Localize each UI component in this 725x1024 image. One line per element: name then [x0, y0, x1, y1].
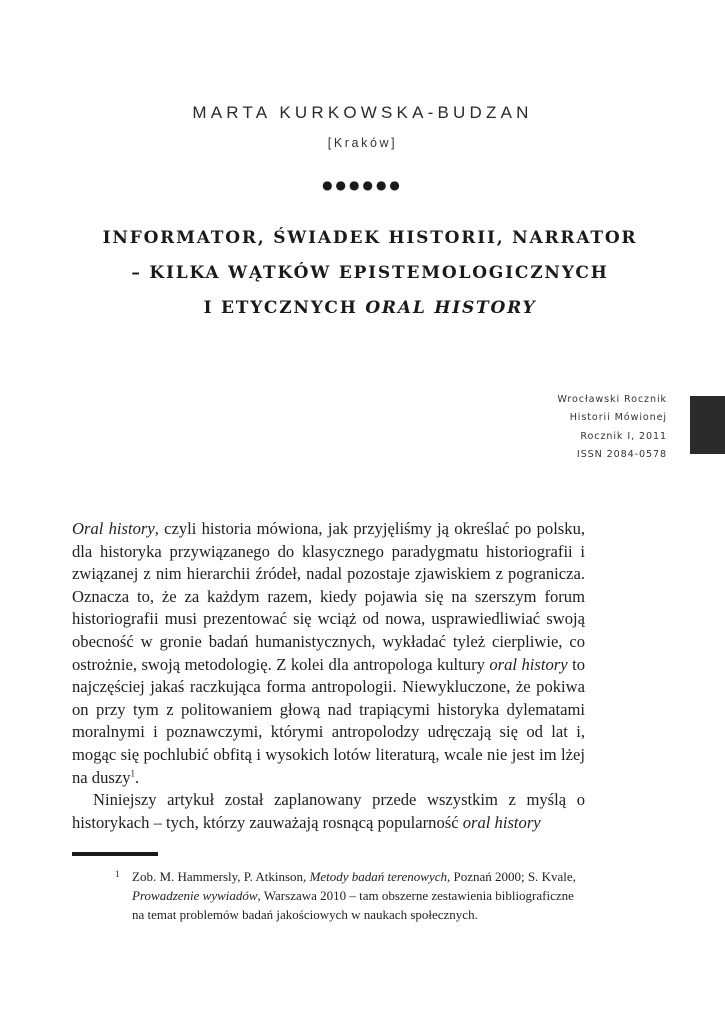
footnote-text: [132, 867, 585, 924]
paragraph-2: [72, 789, 585, 834]
title-line-2: – KILKA WĄTKÓW EPISTEMOLOGICZNYCH: [131, 263, 609, 283]
journal-name-line-2: Historii Mówionej: [569, 412, 667, 424]
footnote-book-title-1: Metody badań terenowych: [309, 869, 447, 884]
author-name: MARTA KURKOWSKA-BUDZAN: [192, 103, 533, 122]
footnote-separator: [72, 852, 158, 856]
footnote-book-title-2: Prowadzenie wywiadów: [132, 888, 258, 903]
footnote-1: [115, 867, 585, 924]
title-line-3-plain: I ETYCZNYCH: [203, 298, 366, 318]
journal-info: [467, 391, 667, 465]
footnote-text-c: , Poznań 2000; S. Kvale,: [446, 869, 576, 884]
paragraph-1-text-b: to najczęściej jakaś raczkująca forma antropologii. Niewykluczone, że pokiwa on przy tym z politowaniem głową nad trapiącymi historyka dylematami moralnymi i poznawczymi, którymi antropolodzy udręczają się od lat i, mogąc się pochlubić obfitą i wysokich lotów literaturą, wcale nie jest im lżej na duszy: [72, 654, 585, 787]
journal-name-line-1: Wrocławski Rocznik: [557, 394, 667, 405]
paragraph-1-end: .: [135, 767, 140, 787]
ornament-dots: ●●●●●●: [322, 178, 403, 192]
footnote-text-a: Zob. M. Hammersly, P. Atkinson,: [132, 869, 310, 884]
italic-term: oral history: [489, 654, 568, 674]
journal-volume: Rocznik I, 2011: [580, 430, 667, 442]
italic-term: oral history: [462, 812, 541, 832]
footnote-number: 1: [115, 869, 120, 879]
footnote-reference[interactable]: 1: [130, 768, 136, 778]
chapter-thumb-tab: [690, 396, 725, 454]
paragraph-1: [72, 518, 585, 789]
journal-issn: ISSN 2084-0578: [576, 449, 667, 461]
footnote-text-e: , Warszawa 2010 – tam obszerne zestawienia bibliograficzne na temat problemów badań jakościowych w naukach społecznych.: [132, 888, 574, 922]
title-line-3-italic: ORAL HISTORY: [365, 298, 537, 318]
italic-term: Oral history: [72, 519, 155, 538]
title-line-1: INFORMATOR, ŚWIADEK HISTORII, NARRATOR: [102, 228, 638, 248]
paragraph-1-text-a: , czyli historia mówiona, jak przyjęliśmy ją określać po polsku, dla historyka przywiązanego do klasycznego paradygmatu historiografii i związanej z nim hierarchii źródeł, nadal pozostaje zjawiskiem z pogranicza. Oznacza to, że za każdym razem, kiedy pojawia się na szerszym forum historiografii musi prezentować się wciąż od nowa, usprawiedliwiać swoją obecność w gronie badań humanistycznych, wykładać tyleż cierpliwie, co ostrożnie, swoją metodologię. Z kolei dla antropologa kultury: [72, 519, 586, 674]
paragraph-2-text: Niniejszy artykuł został zaplanowany przede wszystkim z myślą o historykach – tych, którzy zauważają rosnącą popularność: [72, 790, 585, 832]
article-body: [72, 518, 585, 834]
article-title: [80, 221, 660, 326]
title-line-3: [80, 291, 660, 326]
author-affiliation: [Kraków]: [327, 136, 398, 150]
